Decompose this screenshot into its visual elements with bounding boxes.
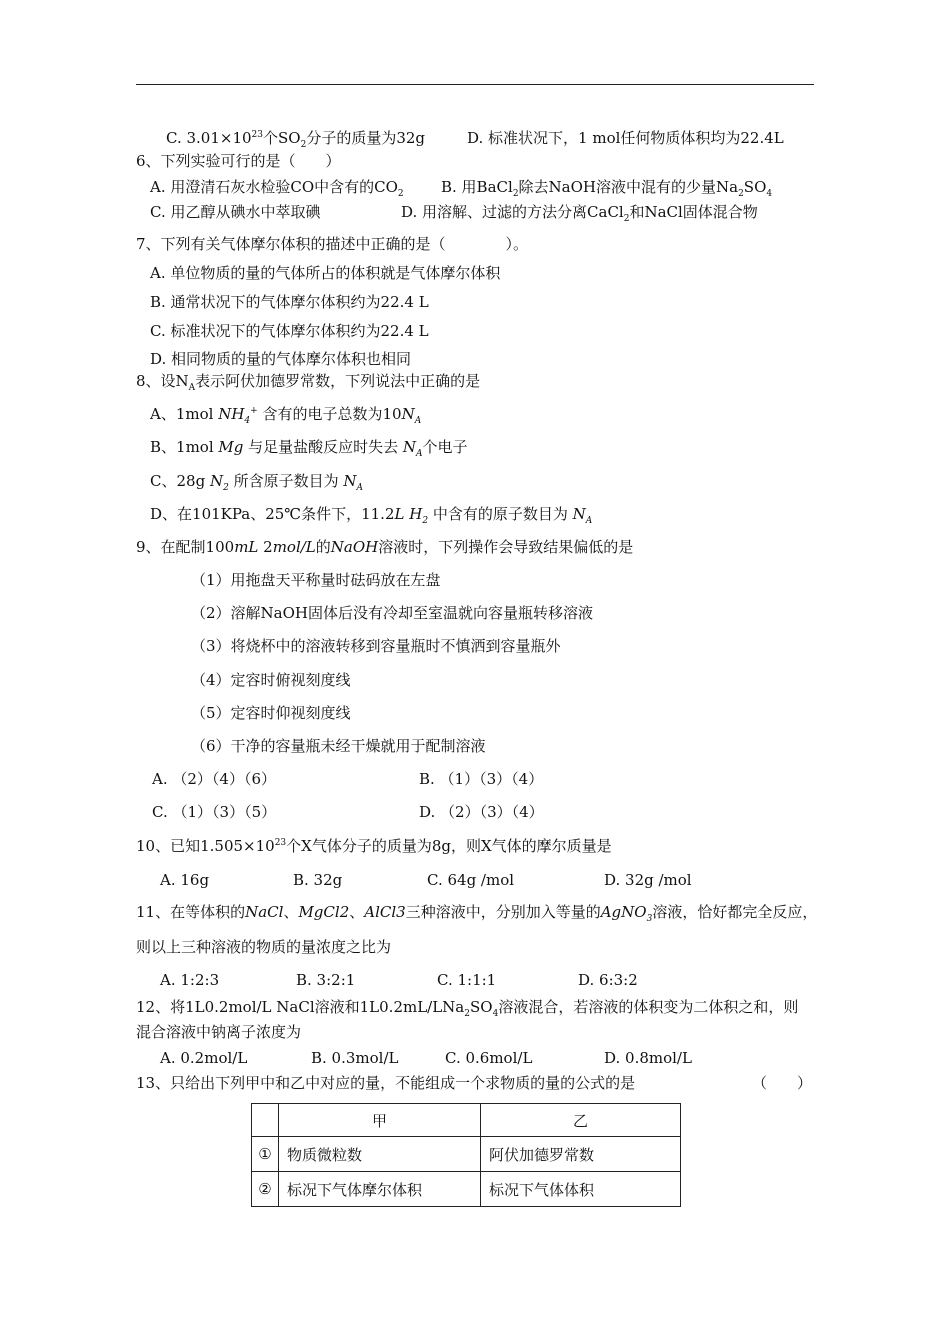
table-cell: 标况下气体摩尔体积 xyxy=(279,1172,481,1207)
q11-stem-line2: 则以上三种溶液的物质的量浓度之比为 xyxy=(136,938,392,956)
table-cell: ① xyxy=(252,1137,279,1172)
table-header-cell: 甲 xyxy=(279,1104,481,1137)
table-cell: ② xyxy=(252,1172,279,1207)
q11-option-c: C. 1:1:1 xyxy=(437,971,497,989)
table-header-row xyxy=(252,1104,681,1137)
q13-answer-bracket: （ ） xyxy=(752,1074,813,1092)
q9-item: （2）溶解NaOH固体后没有冷却至室温就向容量瓶转移溶液 xyxy=(191,604,593,622)
q13-table xyxy=(251,1103,681,1207)
q8-option-c: C、28g $N_2$ 所含原子数目为 $N_A$ xyxy=(150,472,363,493)
q10-option-c: C. 64g /mol xyxy=(427,871,515,889)
q11-option-d: D. 6:3:2 xyxy=(578,971,638,989)
q9-option-c: C. （1）（3）（5） xyxy=(152,803,277,821)
q5-option-c: C. $3.01\times 10^{23}$个$SO_2$分子的质量为32g xyxy=(166,129,426,150)
q13-stem: 13、只给出下列甲中和乙中对应的量，不能组成一个求物质的量的公式的是 xyxy=(136,1074,636,1092)
q12-option-b: B. 0.3mol/L xyxy=(311,1049,399,1067)
q10-option-d: D. 32g /mol xyxy=(604,871,692,889)
q9-stem: 9、在配制100mL 2mol/L的NaOH溶液时，下列操作会导致结果偏低的是 xyxy=(136,538,634,556)
q7-option-b: B. 通常状况下的气体摩尔体积约为22.4 L xyxy=(150,293,429,311)
q12-stem-line2: 混合溶液中钠离子浓度为 xyxy=(136,1023,302,1041)
table-row xyxy=(252,1172,681,1207)
q9-item: （5）定容时仰视刻度线 xyxy=(191,704,351,722)
q12-option-a: A. 0.2mol/L xyxy=(160,1049,248,1067)
q5-option-d: D. 标准状况下，1 mol任何物质体积均为22.4L xyxy=(467,129,784,147)
q7-stem: 7、下列有关气体摩尔体积的描述中正确的是（ ）。 xyxy=(136,235,529,253)
q8-option-a: A、1mol $NH_4^+$ 含有的电子总数为$10N_A$ xyxy=(150,405,422,426)
table-row xyxy=(252,1137,681,1172)
table-cell: 物质微粒数 xyxy=(279,1137,481,1172)
q11-stem-line1: 11、在等体积的NaCl、MgCl2、AlCl3三种溶液中，分别加入等量的AgNO$_3$溶液，恰好都完全反应， xyxy=(136,903,818,924)
q6-option-a: A. 用澄清石灰水检验CO中含有的$CO_2$ xyxy=(150,178,404,199)
q6-option-b: B. 用BaCl$_2$除去NaOH溶液中混有的少量$Na_2SO_4$ xyxy=(441,178,773,199)
q7-option-a: A. 单位物质的量的气体所占的体积就是气体摩尔体积 xyxy=(150,264,501,282)
q9-option-a: A. （2）（4）（6） xyxy=(152,770,276,788)
q12-option-c: C. 0.6mol/L xyxy=(445,1049,533,1067)
q11-option-a: A. 1:2:3 xyxy=(160,971,220,989)
q6-option-c: C. 用乙醇从碘水中萃取碘 xyxy=(150,203,321,221)
header-rule xyxy=(136,84,814,85)
table-cell: 阿伏加德罗常数 xyxy=(481,1137,681,1172)
q7-option-d: D. 相同物质的量的气体摩尔体积也相同 xyxy=(150,350,412,368)
table-header-cell: 乙 xyxy=(481,1104,681,1137)
q12-stem-line1: 12、将1L0.2mol/L NaCl溶液和$1L0.2mL/LNa_2SO_4$溶液混合，若溶液的体积变为二体积之和，则 xyxy=(136,998,799,1019)
q9-item: （3）将烧杯中的溶液转移到容量瓶时不慎洒到容量瓶外 xyxy=(191,637,561,655)
q7-option-c: C. 标准状况下的气体摩尔体积约为22.4 L xyxy=(150,322,429,340)
q6-stem: 6、下列实验可行的是（ ） xyxy=(136,152,341,170)
q9-item: （6）干净的容量瓶未经干燥就用于配制溶液 xyxy=(191,737,486,755)
q8-option-d: D、在101KPa、25℃条件下，11.2L $H_2$ 中含有的原子数目为 $N_A$ xyxy=(150,505,593,526)
q9-item: （4）定容时俯视刻度线 xyxy=(191,671,351,689)
q11-option-b: B. 3:2:1 xyxy=(296,971,356,989)
q6-option-d: D. 用溶解、过滤的方法分离CaCl$_2$和NaCl固体混合物 xyxy=(401,203,758,224)
q9-option-d: D. （2）（3）（4） xyxy=(419,803,544,821)
q8-stem: 8、设$N_A$表示阿伏加德罗常数，下列说法中正确的是 xyxy=(136,372,481,393)
q10-stem: 10、已知$1.505\times 10^{23}$个X气体分子的质量为8g，则X气体的摩尔质量是 xyxy=(136,837,612,855)
q9-option-b: B. （1）（3）（4） xyxy=(419,770,544,788)
table-cell: 标况下气体体积 xyxy=(481,1172,681,1207)
q9-item: （1）用拖盘天平称量时砝码放在左盘 xyxy=(191,571,441,589)
table-header-cell xyxy=(252,1104,279,1137)
q12-option-d: D. 0.8mol/L xyxy=(604,1049,692,1067)
q10-option-a: A. 16g xyxy=(160,871,210,889)
q10-option-b: B. 32g xyxy=(293,871,343,889)
q8-option-b: B、1mol Mg 与足量盐酸反应时失去 $N_A$个电子 xyxy=(150,438,468,459)
